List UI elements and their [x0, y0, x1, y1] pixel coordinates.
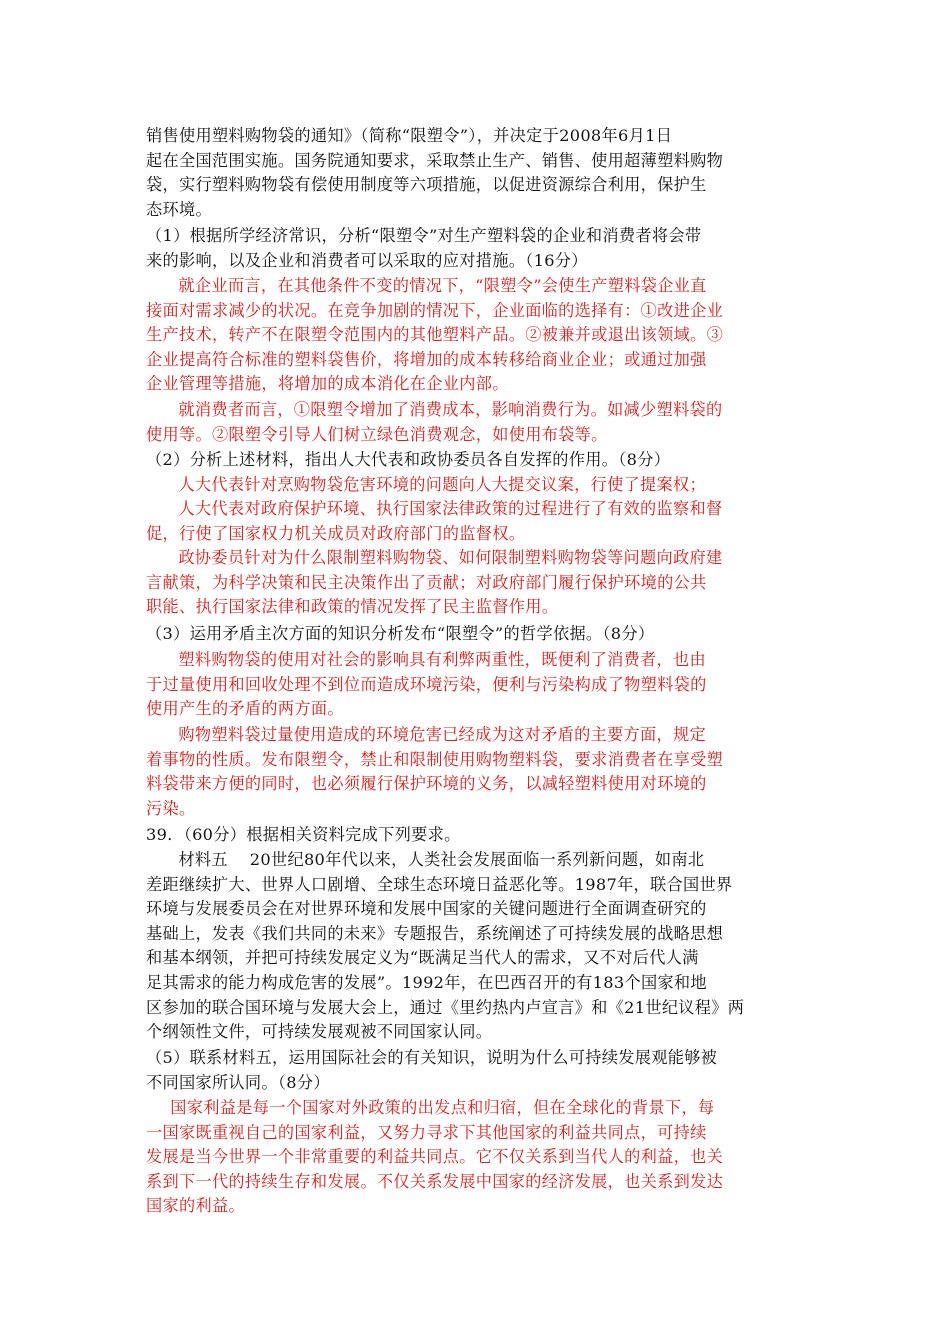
- answer-line: 言献策，为科学决策和民主决策作出了贡献；对政府部门履行保护环境的公共: [146, 572, 707, 592]
- answer-line: 企业提高符合标准的塑料袋售价，将增加的成本转移给商业企业；或通过加强: [146, 349, 707, 369]
- answer-line: 就消费者而言，①限塑令增加了消费成本，影响消费行为。如减少塑料袋的: [178, 400, 723, 419]
- answer-3-part-1: [146, 648, 818, 722]
- answer-line: 发展是当今世界一个非常重要的利益共同点。它不仅关系到当代人的利益，也关: [146, 1147, 724, 1167]
- text-line: 袋，实行塑料购物袋有偿使用制度等六项措施，以促进资源综合利用，保护生: [146, 175, 707, 195]
- question-39-heading: [146, 823, 818, 848]
- question-line: 不同国家所认同。（8分）: [146, 1072, 330, 1092]
- answer-line: 职能、执行国家法律和政策的情况发挥了民主监督作用。: [146, 597, 559, 617]
- question-line: （5）联系材料五，运用国际社会的有关知识，说明为什么可持续发展观能够被: [146, 1048, 718, 1067]
- answer-line: 使用产生的矛盾的两方面。: [146, 699, 344, 719]
- answer-line: 着事物的性质。发布限塑令，禁止和限制使用购物塑料袋，要求消费者在享受塑: [146, 749, 724, 769]
- question-line: 39．（60分）根据相关资料完成下列要求。: [146, 825, 461, 844]
- intro-paragraph: [146, 124, 818, 222]
- question-5: [146, 1046, 818, 1095]
- text-line: 材料五 20世纪80年代以来，人类社会发展面临一系列新问题，如南北: [178, 850, 705, 869]
- text-line: 个纲领性文件，可持续发展观被不同国家认同。: [146, 1022, 493, 1042]
- answer-line: 一国家既重视自己的国家利益，又努力寻求下其他国家的利益共同点，可持续: [146, 1122, 707, 1142]
- answer-line: 国家的利益。: [146, 1196, 245, 1216]
- answer-line: 污染。: [146, 798, 196, 818]
- answer-line: 于过量使用和回收处理不到位而造成环境污染，便利与污染构成了物塑料袋的: [146, 674, 707, 694]
- answer-3-part-2: [146, 723, 818, 821]
- text-line: 销售使用塑料购物袋的通知》（简称“限塑令”），并决定于2008年6月1日: [146, 126, 673, 145]
- text-line: 足其需求的能力构成危害的发展”。1992年，在巴西召开的有183个国家和地: [146, 972, 707, 992]
- answer-line: 接面对需求减少的状况。在竞争加剧的情况下，企业面临的选择有：①改进企业: [146, 300, 724, 320]
- text-line: 起在全国范围实施。国务院通知要求，采取禁止生产、销售、使用超薄塑料购物: [146, 150, 724, 170]
- answer-line: 生产技术，转产不在限塑令范围内的其他塑料产品。②被兼并或退出该领域。③: [146, 325, 724, 345]
- answer-2-part-2: [146, 497, 818, 546]
- answer-line: 企业管理等措施，将增加的成本消化在企业内部。: [146, 374, 509, 394]
- question-line: （3）运用矛盾主次方面的知识分析发布“限塑令”的哲学依据。（8分）: [146, 624, 655, 643]
- answer-2-part-1: [146, 473, 818, 498]
- answer-line: 就企业而言，在其他条件不变的情况下，“限塑令”会使生产塑料袋企业直: [178, 276, 707, 295]
- text-line: 区参加的联合国环境与发展大会上，通过《里约热内卢宣言》和《21世纪议程》两: [146, 997, 745, 1017]
- question-1: [146, 224, 818, 273]
- answer-1-enterprise: [146, 274, 818, 397]
- question-2: [146, 448, 818, 473]
- answer-1-consumer: [146, 398, 818, 447]
- text-line: 差距继续扩大、世界人口剧增、全球生态环境日益恶化等。1987年，联合国世界: [146, 874, 733, 894]
- question-line: （2）分析上述材料，指出人大代表和政协委员各自发挥的作用。（8分）: [146, 450, 671, 469]
- answer-5: [146, 1096, 818, 1219]
- answer-line: 政协委员针对为什么限制塑料购物袋、如何限制塑料购物袋等问题向政府建: [178, 548, 723, 567]
- material-5: [146, 848, 818, 1045]
- question-line: 来的影响，以及企业和消费者可以采取的应对措施。（16分）: [146, 250, 588, 270]
- answer-2-part-3: [146, 546, 818, 620]
- text-line: 和基本纲领，并把可持续发展定义为“既满足当代人的需求，又不对后代人满: [146, 948, 699, 968]
- answer-line: 促，行使了国家权力机关成员对政府部门的监督权。: [146, 523, 526, 543]
- question-3: [146, 622, 818, 647]
- text-line: 基础上，发表《我们共同的未来》专题报告，系统阐述了可持续发展的战略思想: [146, 923, 724, 943]
- answer-line: 料袋带来方便的同时，也必须履行保护环境的义务，以减轻塑料使用对环境的: [146, 774, 707, 794]
- answer-line: 系到下一代的持续生存和发展。不仅关系发展中国家的经济发展，也关系到发达: [146, 1171, 724, 1191]
- answer-line: 塑料购物袋的使用对社会的影响具有利弊两重性，既便利了消费者，也由: [178, 650, 706, 669]
- answer-line: 人大代表针对烹购物袋危害环境的问题向人大提交议案，行使了提案权；: [178, 475, 706, 494]
- text-line: 环境与发展委员会在对世界环境和发展中国家的关键问题进行全面调查研究的: [146, 899, 707, 919]
- answer-line: 购物塑料袋过量使用造成的环境危害已经成为这对矛盾的主要方面，规定: [178, 725, 706, 744]
- text-line: 态环境。: [146, 199, 212, 219]
- answer-line: 人大代表对政府保护环境、执行国家法律政策的过程进行了有效的监察和督: [178, 499, 723, 518]
- answer-line: 使用等。②限塑令引导人们树立绿色消费观念，如使用布袋等。: [146, 424, 608, 444]
- answer-line: 国家利益是每一个国家对外政策的出发点和归宿，但在全球化的背景下，每: [170, 1098, 715, 1117]
- question-line: （1）根据所学经济常识，分析“限塑令”对生产塑料袋的企业和消费者将会带: [146, 226, 702, 245]
